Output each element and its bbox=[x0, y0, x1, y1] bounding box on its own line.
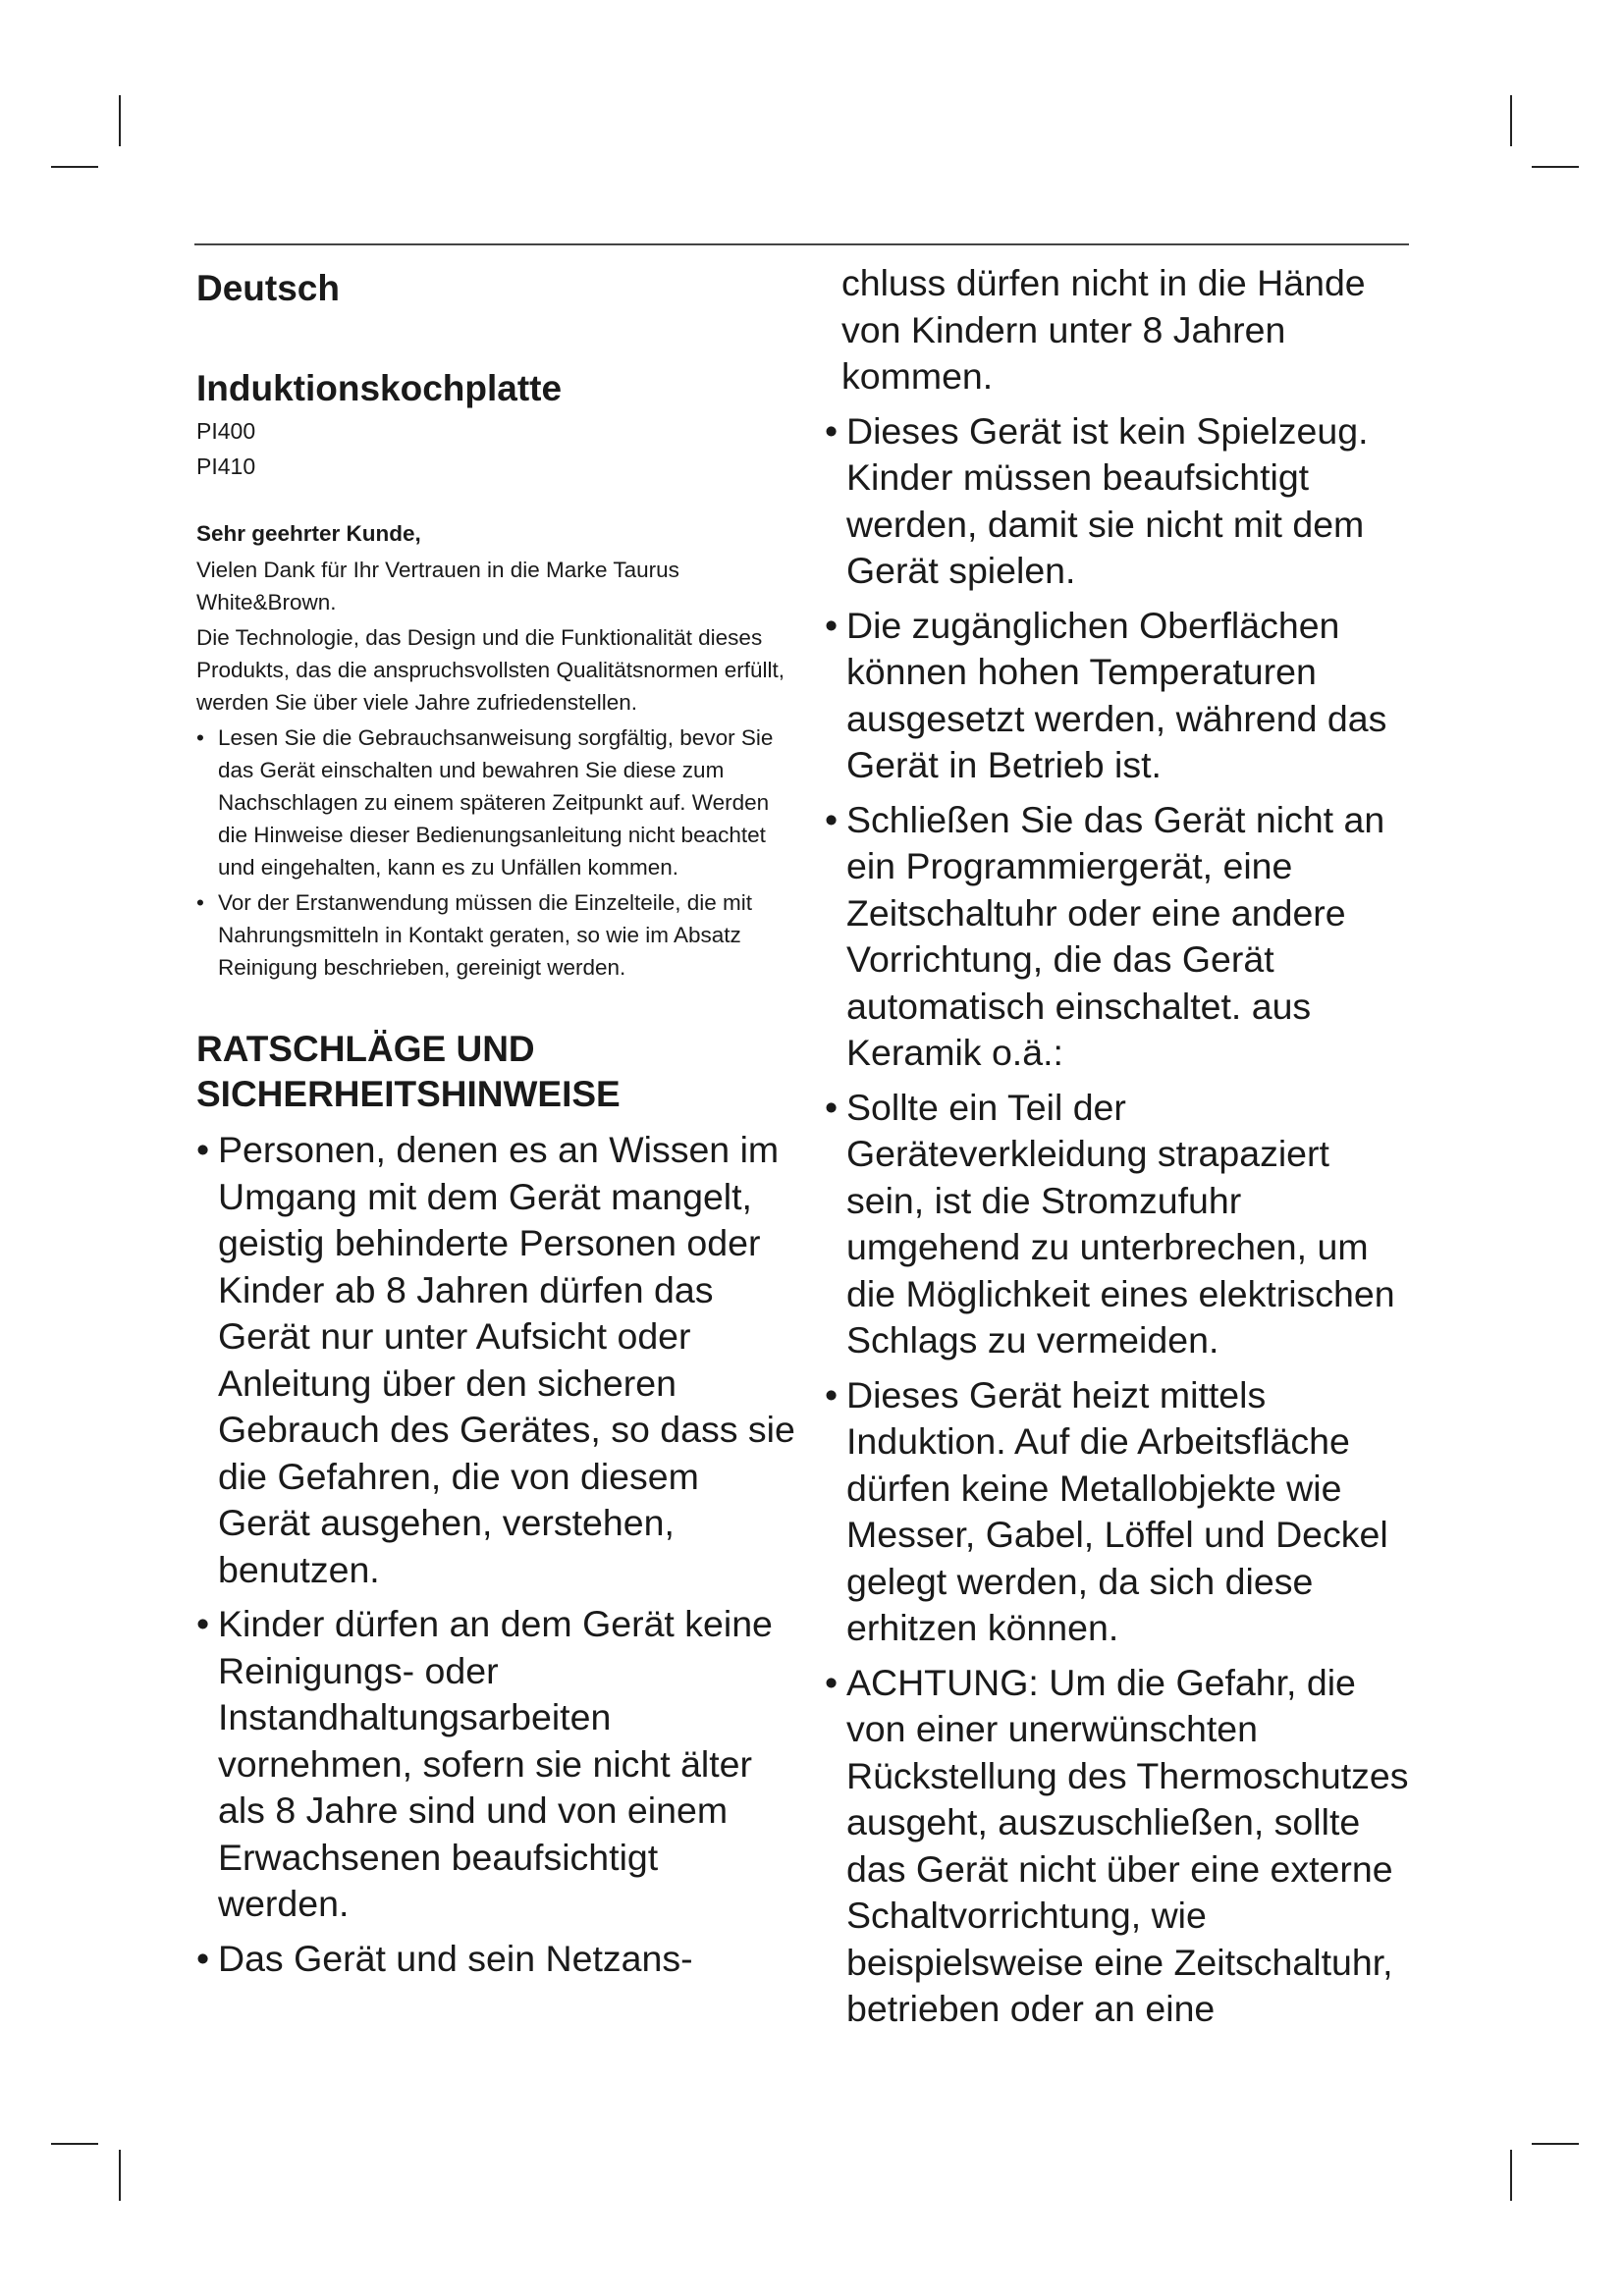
intro-bullet: • Vor der Erstanwendung müssen die Einzelteile, die mit Nahrungsmitteln in Kontakt geraten, so wie im Absatz Reinigung beschrieben, gereinigt werden. bbox=[196, 886, 795, 984]
model-number: PI400 bbox=[196, 418, 256, 444]
safety-item: • ACHTUNG: Um die Gefahr, die von einer unerwünschten Rückstellung des Thermoschutzes ausgeht, auszuschließen, sollte das Gerät nicht über eine externe Schaltvorrichtung, wie beispielsweise eine Zeitschaltuhr, betrieben oder an eine bbox=[825, 1660, 1414, 2033]
safety-item: • Personen, denen es an Wissen im Umgang mit dem Gerät mangelt, geistig behinderte Personen oder Kinder ab 8 Jahren dürfen das Gerät nur unter Aufsicht oder Anleitung über den sicheren Gebrauch des Gerätes, so dass sie die Gefahren, die von diesem Gerät ausgehen, verstehen, benutzen. bbox=[196, 1127, 795, 1593]
safety-item: • Kinder dürfen an dem Gerät keine Reinigungs- oder Instandhaltungsarbeiten vornehmen, sofern sie nicht älter als 8 Jahre sind und von einem Erwachsenen beaufsichtigt werden. bbox=[196, 1601, 795, 1928]
safety-item: • Das Gerät und sein Netzans- bbox=[196, 1936, 795, 1983]
right-column bbox=[825, 260, 1414, 2041]
safety-item: • Dieses Gerät ist kein Spielzeug. Kinder müssen beaufsichtigt werden, damit sie nicht mit dem Gerät spielen. bbox=[825, 408, 1414, 595]
safety-list-left bbox=[196, 1127, 795, 1982]
safety-item: • Schließen Sie das Gerät nicht an ein Programmiergerät, eine Zeitschaltuhr oder eine andere Vorrichtung, die das Gerät automatisch einschaltet. aus Keramik o.ä.: bbox=[825, 797, 1414, 1077]
safety-item: • Die zugänglichen Oberflächen können hohen Temperaturen ausgesetzt werden, während das Gerät in Betrieb ist. bbox=[825, 603, 1414, 789]
salutation: Sehr geehrter Kunde, bbox=[196, 521, 421, 546]
model-number: PI410 bbox=[196, 454, 256, 479]
crop-mark-bottom-right bbox=[1532, 2143, 1579, 2145]
safety-item: • Dieses Gerät heizt mittels Induktion. Auf die Arbeitsfläche dürfen keine Metallobjekte wie Messer, Gabel, Löffel und Deckel gelegt werden, da sich diese erhitzen können. bbox=[825, 1372, 1414, 1652]
intro-paragraph: Vielen Dank für Ihr Vertrauen in die Marke Taurus White&Brown. bbox=[196, 558, 679, 614]
product-title: Induktionskochplatte bbox=[196, 368, 563, 408]
crop-mark-top-left bbox=[51, 166, 98, 168]
crop-mark-bottom-left bbox=[51, 2143, 98, 2145]
language-heading: Deutsch bbox=[196, 268, 340, 308]
header-rule bbox=[194, 243, 1409, 245]
intro-section bbox=[196, 517, 795, 984]
model-list bbox=[196, 413, 795, 484]
crop-mark-top-right bbox=[1510, 95, 1512, 146]
left-column bbox=[196, 260, 795, 1990]
crop-mark-top-right bbox=[1532, 166, 1579, 168]
safety-item: • Sollte ein Teil der Geräteverkleidung strapaziert sein, ist die Stromzufuhr umgehend zu unterbrechen, um die Möglichkeit eines elektrischen Schlags zu vermeiden. bbox=[825, 1085, 1414, 1364]
crop-mark-bottom-left bbox=[119, 2150, 121, 2201]
safety-heading: RATSCHLÄGE UND SICHERHEITSHINWEISE bbox=[196, 1029, 621, 1114]
crop-mark-top-left bbox=[119, 95, 121, 146]
crop-mark-bottom-right bbox=[1510, 2150, 1512, 2201]
intro-paragraph: Die Technologie, das Design und die Funktionalität dieses Produkts, das die anspruchsvollsten Qualitätsnormen erfüllt, werden Sie über viele Jahre zufriedenstellen. bbox=[196, 625, 785, 715]
safety-item-continuation: chluss dürfen nicht in die Hände von Kindern unter 8 Jahren kommen. bbox=[841, 262, 1366, 397]
intro-bullet: • Lesen Sie die Gebrauchsanweisung sorgfältig, bevor Sie das Gerät einschalten und bewahren Sie diese zum Nachschlagen zu einem späteren Zeitpunkt auf. Werden die Hinweise dieser Bedienungsanleitung nicht beachtet und eingehalten, kann es zu Unfällen kommen. bbox=[196, 721, 795, 883]
